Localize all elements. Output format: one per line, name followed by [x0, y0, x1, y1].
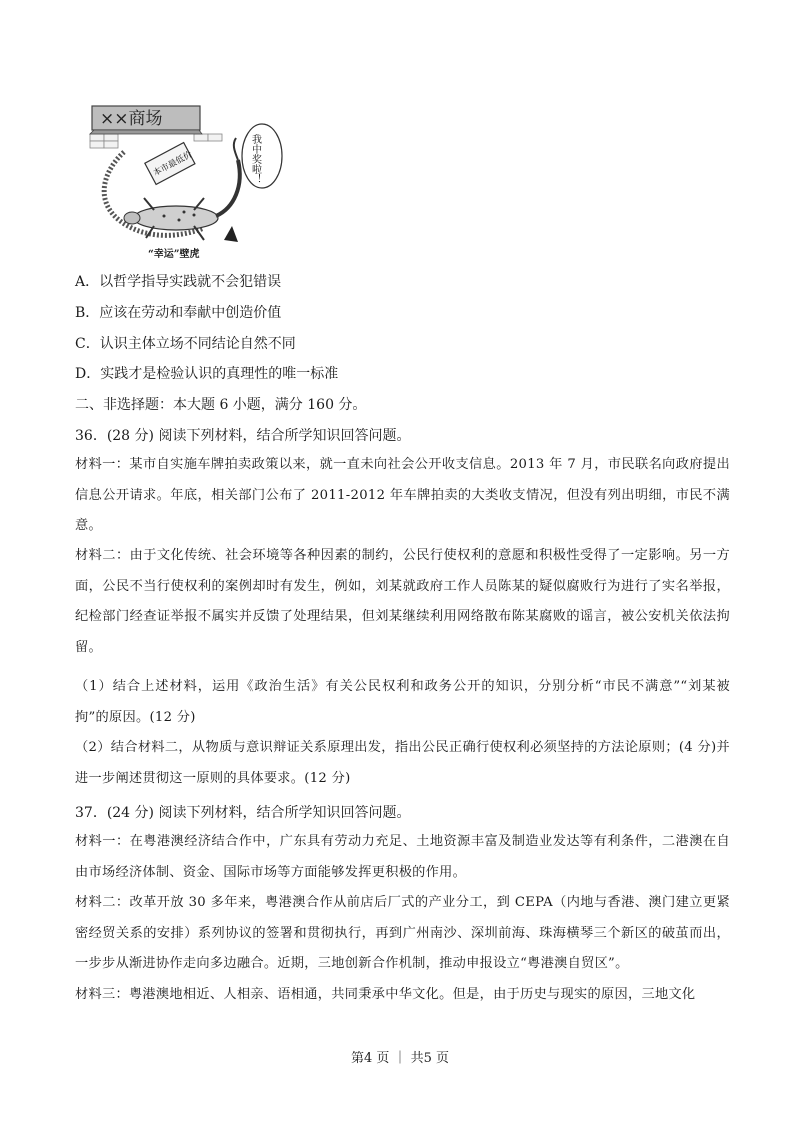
price-banner-text: 本市最低价 — [151, 149, 194, 179]
speech-text: 我中奖啦！ — [249, 134, 261, 184]
page-footer: 第4 页 ｜ 共5 页 — [350, 1051, 450, 1066]
option-b: B．应该在劳动和奉献中创造价值 — [75, 305, 282, 321]
cartoon-illustration — [84, 100, 288, 262]
cartoon-caption: “幸运”壁虎 — [148, 249, 200, 260]
option-a: A．以哲学指导实践就不会犯错误 — [75, 274, 282, 290]
section-title: 二、非选择题：本大题 6 小题，满分 160 分。 — [75, 397, 367, 413]
q36-sub1: （1）结合上述材料，运用《政治生活》有关公民权利和政务公开的知识，分别分析“市民不满意”“刘某被拘”的原因。(12 分) — [75, 679, 730, 725]
store-sign-text: ××商场 — [100, 109, 163, 129]
q37-header: 37．(24 分) 阅读下列材料，结合所学知识回答问题。 — [75, 805, 411, 821]
option-c: C．认识主体立场不同结论自然不同 — [75, 336, 296, 352]
q36-material2: 材料二：由于文化传统、社会环境等各种因素的制约，公民行使权利的意愿和积极性受得了一定影响。另一方面，公民不当行使权利的案例却时有发生，例如，刘某就政府工作人员陈某的疑似腐败行为进行了实名举报，纪检部门经查证举报不属实并反馈了处理结果，但刘某继续利用网络散布陈某腐败的谣言，被公安机关依法拘留。 — [75, 548, 730, 655]
q37-material3: 材料三：粤港澳地相近、人相亲、语相通，共同秉承中华文化。但是，由于历史与现实的原因，三地文化 — [75, 987, 696, 1002]
q36-header: 36．(28 分) 阅读下列材料，结合所学知识回答问题。 — [75, 428, 411, 444]
q37-material2: 材料二：改革开放 30 多年来，粤港澳合作从前店后厂式的产业分工，到 CEPA（内地与香港、澳门建立更紧密经贸关系的安排）系列协议的签署和贯彻执行，再到广州南沙、深圳前海、珠海横琴三个新区的破茧而出，一步步从渐进协作走向多边融合。近期，三地创新合作机制，推动申报设立“粤港澳自贸区”。 — [75, 895, 730, 971]
option-d: D．实践才是检验认识的真理性的唯一标准 — [75, 366, 339, 382]
q36-sub2: （2）结合材料二，从物质与意识辩证关系原理出发，指出公民正确行使权利必须坚持的方法论原则；(4 分)并进一步阐述贯彻这一原则的具体要求。(12 分) — [75, 740, 730, 786]
speech-bubble — [242, 124, 282, 188]
q36-material1: 材料一：某市自实施车牌拍卖政策以来，就一直未向社会公开收支信息。2013 年 7 月，市民联名向政府提出信息公开请求。年底，相关部门公布了 2011-2012 年车牌拍卖的大类收支情况，但没有列出明细，市民不满意。 — [75, 457, 730, 533]
q37-material1: 材料一：在粤港澳经济结合作中，广东具有劳动力充足、土地资源丰富及制造业发达等有利条件，二港澳在自由市场经济体制、资金、国际市场等方面能够发挥更积极的作用。 — [75, 834, 730, 880]
